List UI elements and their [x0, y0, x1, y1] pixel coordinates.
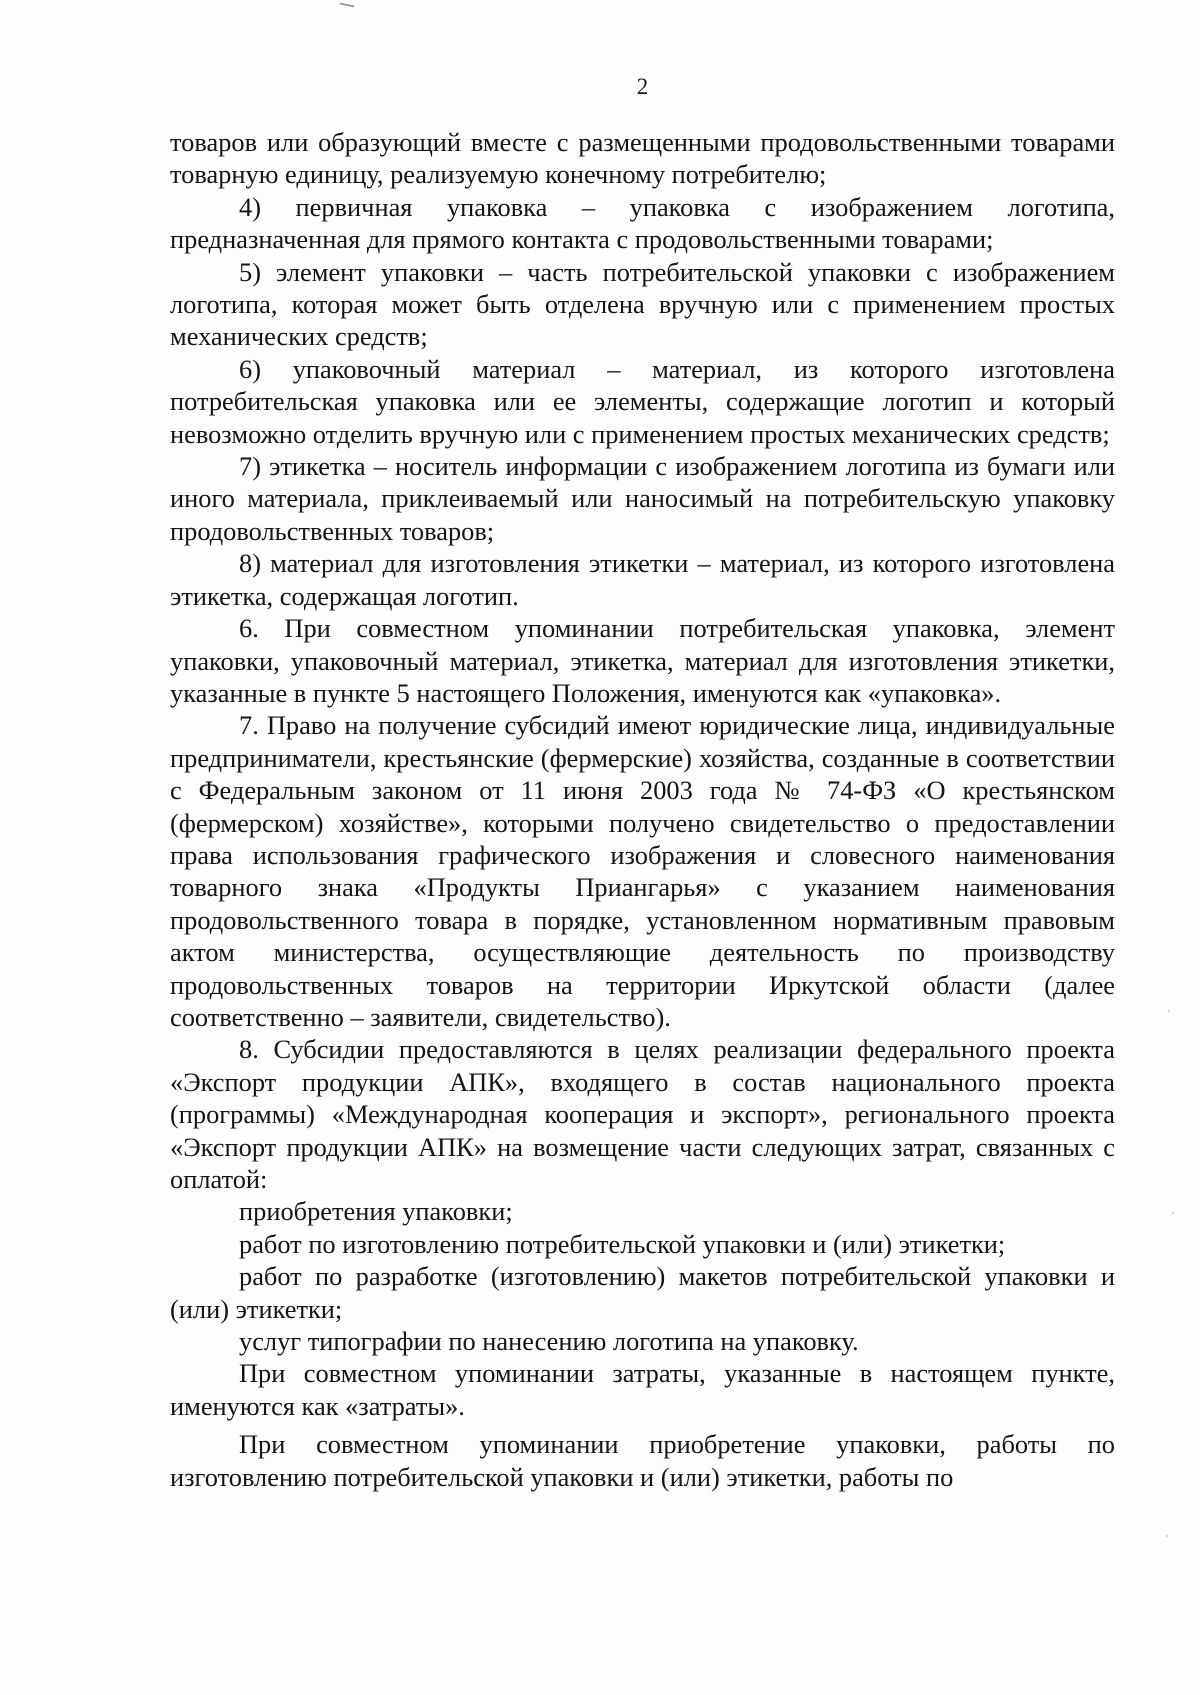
works-definition: При совместном упоминании приобретение упаковки, работы по изготовлению потребительской упаковки и (или) этикетки, работы по	[170, 1429, 1115, 1492]
page-number: 2	[636, 74, 649, 99]
document-body	[170, 126, 1115, 1493]
clause-6: 6. При совместном упоминании потребительская упаковка, элемент упаковки, упаковочный материал, этикетка, материал для изготовления этикетки, указанные в пункте 5 настоящего Положения, именуются как «упаковка».	[170, 613, 1115, 708]
cost-list-item: работ по разработке (изготовлению) макетов потребительской упаковки и (или) этикетки;	[170, 1261, 1115, 1324]
cost-list-item: работ по изготовлению потребительской упаковки и (или) этикетки;	[239, 1228, 1006, 1259]
costs-definition: При совместном упоминании затраты, указанные в настоящем пункте, именуются как «затраты».	[170, 1358, 1115, 1421]
definition-item-4: 4) первичная упаковка – упаковка с изображением логотипа, предназначенная для прямого контакта с продовольственными товарами;	[170, 191, 1115, 255]
clause-8: 8. Субсидии предоставляются в целях реализации федерального проекта «Экспорт продукции АПК», входящего в состав национального проекта (программы) «Международная кооперация и экспорт», регионального проекта «Экспорт продукции АПК» на возмещение части следующих затрат, связанных с оплатой:	[170, 1034, 1115, 1194]
definition-item-5: 5) элемент упаковки – часть потребительской упаковки с изображением логотипа, которая может быть отделена вручную или с применением простых механических средств;	[170, 256, 1115, 352]
cost-list-item: приобретения упаковки;	[239, 1196, 513, 1227]
definition-item-6: 6) упаковочный материал – материал, из которого изготовлена потребительская упаковка или ее элементы, содержащие логотип и который невозможно отделить вручную или с применением простых механических средств;	[170, 353, 1115, 449]
scan-speck	[1168, 1010, 1170, 1012]
definition-item-7: 7) этикетка – носитель информации с изображением логотипа из бумаги или иного материала, приклеиваемый или наносимый на потребительскую упаковку продовольственных товаров;	[170, 451, 1115, 546]
scan-speck	[1172, 1212, 1174, 1214]
scan-artifact	[340, 3, 354, 8]
paragraph-continuation: товаров или образующий вместе с размещенными продовольственными товарами товарную единицу, реализуемую конечному потребителю;	[170, 127, 1115, 190]
cost-list-item: услуг типографии по нанесению логотипа на упаковку.	[239, 1326, 859, 1357]
clause-7: 7. Право на получение субсидий имеют юридические лица, индивидуальные предприниматели, крестьянские (фермерские) хозяйства, созданные в соответствии с Федеральным законом от 11 июня 2003 года № 74-ФЗ «О крестьянском (фермерском) хозяйстве», которыми получено свидетельство о предоставлении права использования графического изображения и словесного наименования товарного знака «Продукты Приангарья» с указанием наименования продовольственного товара в порядке, установленном нормативным правовым актом министерства, осуществляющие деятельность по производству продовольственных товаров на территории Иркутской области (далее соответственно – заявители, свидетельство).	[170, 710, 1115, 1032]
scan-speck	[1166, 1535, 1168, 1537]
definition-item-8: 8) материал для изготовления этикетки – материал, из которого изготовлена этикетка, содержащая логотип.	[170, 548, 1115, 611]
